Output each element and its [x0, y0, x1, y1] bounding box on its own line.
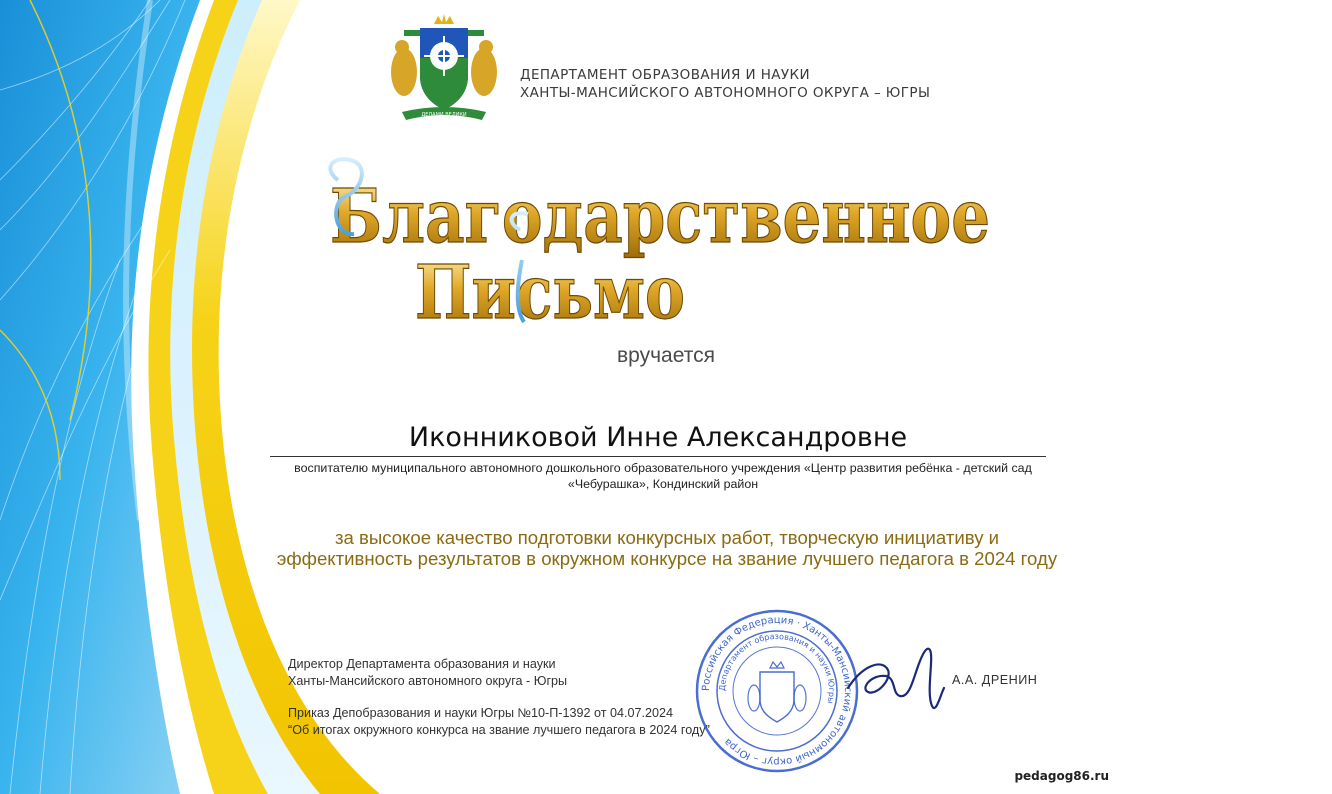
award-reason: за высокое качество подготовки конкурсных работ, творческую инициативу и эффективность результатов в окружном конкурсе на звание лучшего педагога в 2024 году: [276, 527, 1058, 569]
recipient-position: воспитателю муниципального автономного дошкольного образовательного учреждения «Центр развития ребёнка - детский сад «Чебурашка», Кондинский район: [294, 461, 1032, 491]
stamp-outer-text: Российская Федерация · Ханты-Мансийский автономный округ – Югра: [700, 614, 854, 768]
coat-of-arms-emblem: [382, 14, 506, 124]
site-watermark: pedagog86.ru: [1011, 768, 1112, 784]
recipient-name: Иконниковой Инне Александровне: [408, 422, 908, 453]
certificate-title: [310, 150, 1010, 340]
order-reference: [288, 705, 710, 739]
department-line-1: ДЕПАРТАМЕНТ ОБРАЗОВАНИЯ И НАУКИ: [520, 67, 811, 83]
official-stamp: [692, 606, 862, 776]
order-line-1: Приказ Депобразования и науки Югры №10-П-1392 от 04.07.2024: [288, 706, 674, 720]
name-underline: [270, 456, 1046, 457]
signer-title-line-2: Ханты-Мансийского автономного округа - Югры: [288, 674, 568, 688]
title-line-2: Письмо: [415, 250, 685, 336]
signature: [842, 636, 947, 718]
emblem-motto: ДЕЛАМИ ВЕЛИКИ: [421, 112, 467, 118]
signer-title: [288, 656, 567, 690]
signer-title-line-1: Директор Департамента образования и науки: [288, 657, 556, 671]
signer-name: А.А. ДРЕНИН: [952, 673, 1038, 687]
order-line-2: “Об итогах окружного конкурса на звание лучшего педагога в 2024 году”: [288, 723, 710, 737]
title-line-1: Благодарственное: [330, 174, 990, 260]
stamp-inner-text: Департамент образования и науки Югры: [717, 631, 837, 705]
awarded-caption: вручается: [617, 344, 715, 367]
department-line-2: ХАНТЫ-МАНСИЙСКОГО АВТОНОМНОГО ОКРУГА – ЮГРЫ: [520, 85, 931, 101]
